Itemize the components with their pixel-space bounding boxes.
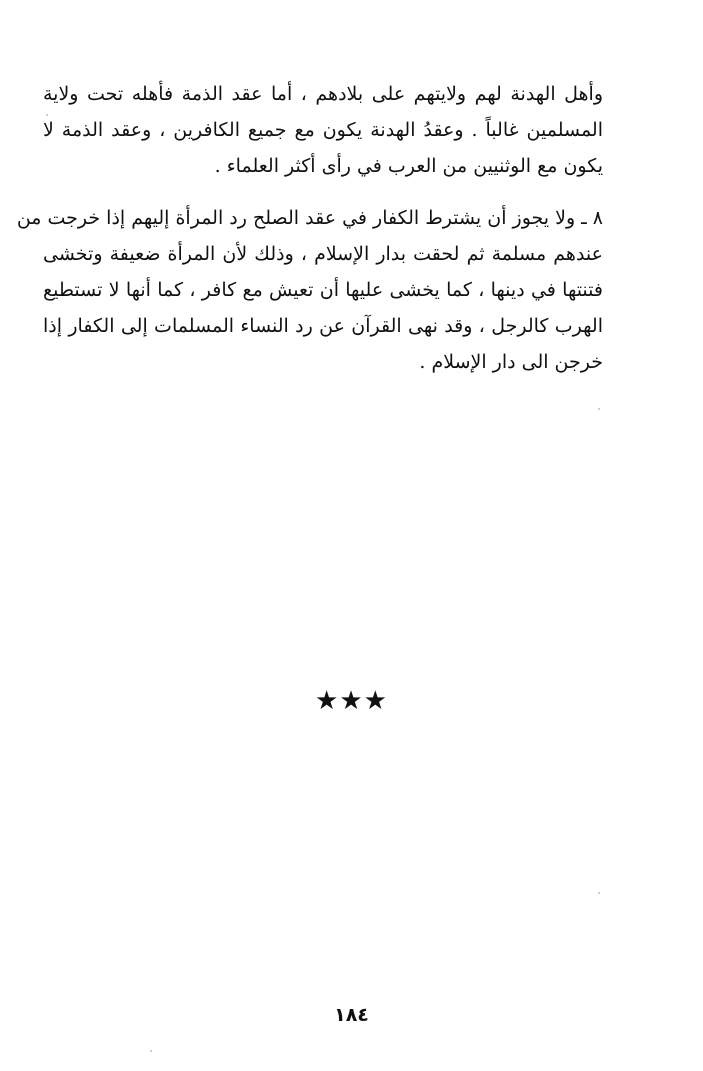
paragraph-2-line: فتنتها في دينها ، كما يخشى عليها أن تعيش مع كافر ، كما أنها لا تستطيع — [43, 279, 603, 301]
paragraph-2-line: الهرب كالرجل ، وقد نهى القرآن عن رد النساء المسلمات إلى الكفار إذا — [43, 315, 603, 337]
paragraph-2-line: خرجن الى دار الإسلام . — [419, 351, 603, 373]
scan-speck — [598, 408, 600, 410]
paragraph-1-line: يكون مع الوثنيين من العرب في رأى أكثر العلماء . — [214, 155, 603, 177]
paragraph-1 — [43, 76, 603, 184]
scan-speck — [150, 1050, 152, 1052]
paragraph-2-line: ٨ ـ ولا يجوز أن يشترط الكفار في عقد الصلح رد المرأة إليهم إذا خرجت من — [16, 207, 603, 229]
scan-speck — [46, 114, 48, 116]
paragraph-1-line: المسلمين غالباً . وعقدُ الهدنة يكون مع جميع الكافرين ، وعقد الذمة لا — [43, 119, 603, 141]
section-separator-stars: ★★★ — [315, 686, 388, 716]
paragraph-1-line: وأهل الهدنة لهم ولايتهم على بلادهم ، أما عقد الذمة فأهله تحت ولاية — [43, 83, 603, 105]
paragraph-2-line: عندهم مسلمة ثم لحقت بدار الإسلام ، وذلك لأن المرأة ضعيفة وتخشى — [43, 243, 603, 265]
page-number: ١٨٤ — [334, 1004, 369, 1026]
scan-speck — [598, 892, 600, 894]
paragraph-2 — [16, 200, 603, 380]
